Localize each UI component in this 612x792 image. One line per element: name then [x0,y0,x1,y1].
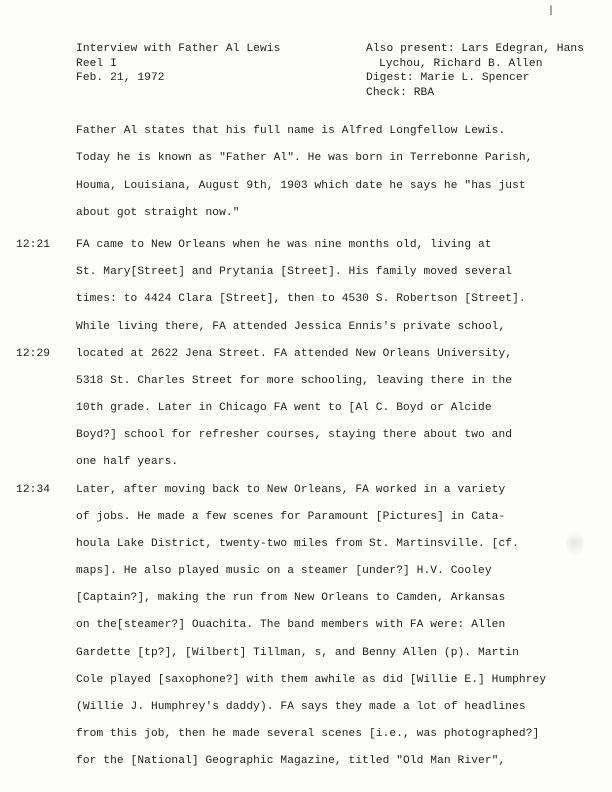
body-line: [Captain?], making the run from New Orleans to Camden, Arkansas [76,592,506,604]
body-line: on the[steamer?] Ouachita. The band members with FA were: Allen [76,619,506,631]
body-line: of jobs. He made a few scenes for Paramount [Pictures] in Cata- [76,511,506,523]
reel-label: Reel I [76,57,117,70]
also-present-line: Also present: Lars Edegran, Hans [366,43,585,55]
header-left-block [76,42,280,86]
body-line: Cole played [saxophone?] with them awhile as did [Willie E.] Humphrey [76,674,547,686]
body-line: maps]. He also played music on a steamer [under?] H.V. Cooley [76,565,492,577]
body-line: While living there, FA attended Jessica Ennis's private school, [76,321,506,333]
body-line: Houma, Louisiana, August 9th, 1903 which date he says he "has just [76,180,526,192]
also-present-continued: Lychou, Richard B. Allen [379,57,543,70]
paper-blemish [566,530,584,556]
body-line: St. Mary[Street] and Prytania [Street]. His family moved several [76,266,513,278]
body-line: for the [National] Geographic Magazine, titled "Old Man River", [76,755,506,767]
body-line: FA came to New Orleans when he was nine months old, living at [76,239,492,251]
check-line: Check: RBA [366,86,435,99]
body-line: Boyd?] school for refresher courses, staying there about two and [76,429,513,441]
body-line: one half years. [76,456,179,468]
body-line: located at 2622 Jena Street. FA attended New Orleans University, [76,348,513,360]
body-line: 5318 St. Charles Street for more schooling, leaving there in the [76,375,513,387]
body-line: about got straight now." [76,207,240,219]
header-right-block [366,42,584,100]
body-line: 10th grade. Later in Chicago FA went to [Al C. Boyd or Alcide [76,402,492,414]
body-line: Today he is known as "Father Al". He was born in Terrebonne Parish, [76,152,533,164]
interview-date: Feb. 21, 1972 [76,72,165,84]
timestamp: 12:34 [16,484,51,496]
timestamp: 12:21 [16,239,51,251]
digest-line: Digest: Marie L. Spencer [366,72,530,84]
interview-title: Interview with Father Al Lewis [76,43,281,55]
body-line: from this job, then he made several scenes [i.e., was photographed?] [76,728,540,740]
body-line: Gardette [tp?], [Wilbert] Tillman, s, and Benny Allen (p). Martin [76,647,519,659]
body-line: houla Lake District, twenty-two miles from St. Martinsville. [cf. [76,538,519,550]
page-number-mark: | [548,6,555,17]
body-line: times: to 4424 Clara [Street], then to 4530 S. Robertson [Street]. [76,293,526,305]
body-line: Later, after moving back to New Orleans, FA worked in a variety [76,484,506,496]
timestamp: 12:29 [16,348,51,360]
body-line: Father Al states that his full name is Alfred Longfellow Lewis. [76,125,506,137]
body-line: (Willie J. Humphrey's daddy). FA says they made a lot of headlines [76,701,526,713]
